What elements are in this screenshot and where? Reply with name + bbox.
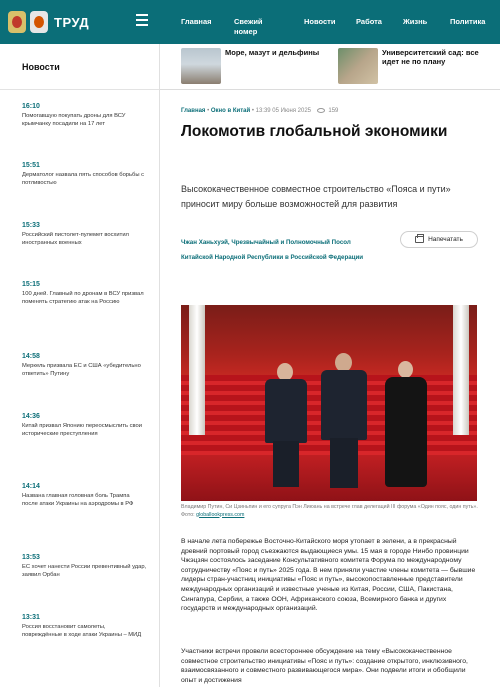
nav-fresh-issue[interactable]: Свежий номер — [234, 17, 263, 36]
photo-column — [453, 305, 469, 435]
teaser-thumbnail[interactable] — [338, 48, 378, 84]
teaser-item[interactable] — [181, 48, 337, 86]
top-bar — [0, 0, 500, 44]
news-headline[interactable]: 100 дней. Главный по дронам в ВСУ призвал поменять стратегию атак на Россию — [22, 291, 144, 305]
news-headline[interactable]: Китай призвал Японию переосмыслить свои исторические преступления — [22, 423, 142, 437]
article-datetime: 13:39 05 Июня 2025 — [255, 108, 312, 115]
emblem-icon — [8, 11, 26, 33]
news-item[interactable] — [22, 613, 147, 639]
article-paragraph: Участники встречи провели всестороннее обсуждение на тему «Высококачественное совместное строительство инициативы «Пояс и путь»: создание открытого, инклюзивного, взаимосвязанного и совместного развивающегося мира». Они подвели итоги и обобщили опыт и достижения — [181, 648, 468, 684]
news-time: 14:58 — [22, 353, 40, 360]
nav-politics[interactable]: Политика — [450, 17, 486, 26]
news-time: 15:15 — [22, 281, 40, 288]
printer-icon — [415, 236, 424, 243]
news-item[interactable] — [22, 102, 147, 128]
main-nav — [178, 17, 498, 43]
news-time: 16:10 — [22, 103, 40, 110]
nav-news[interactable]: Новости — [304, 17, 336, 26]
article-photo[interactable] — [181, 305, 477, 501]
article-title: Локомотив глобальной экономики — [181, 123, 448, 140]
photo-floor — [181, 455, 477, 501]
teaser-title[interactable]: Университетский сад: все идет не по плану — [382, 48, 479, 66]
article-paragraph: В начале лета побережье Восточно-Китайского моря утопает в зелени, а в прекрасный древний портовый город съезжаются выдающиеся умы. 15 мая в городе Нинбо провинции Чжэцзян состоялось заседание Консультативного комитета Форума по международному сотрудничеству «Пояс и путь» 2025 года. В нем приняли участие члены комитета — бывшие лидеры стран-участниц инициативы «Пояс и путь», высокопоставленные представители международных организаций и известные ученые из Китая, России, США, Пакистана, Сингапура, Сербии, а также ООН, Африканского союза, Всемирного банка и других государств и международных организаций. — [181, 538, 476, 613]
news-time: 13:31 — [22, 614, 40, 621]
site-logo[interactable] — [8, 9, 128, 35]
article-author[interactable]: Чжан Ханьхуэй, Чрезвычайный и Полномочный Посол Китайской Народной Республики в Российской Федерации — [181, 239, 364, 261]
news-time: 15:33 — [22, 222, 40, 229]
news-headline[interactable]: Дерматолог назвала пять способов борьбы с потливостью — [22, 172, 145, 186]
caption-source-link[interactable]: globallookpress.com — [196, 511, 245, 518]
teaser-title[interactable]: Море, мазут и дельфины — [225, 48, 320, 57]
caption-text: Владимир Путин, Си Цзиньпин и его супруга Пэн Лиюань на встрече глав делегаций III форума «Один пояс, один путь». Фото: — [181, 504, 478, 518]
breadcrumb-section[interactable]: Окно в Китай — [210, 108, 251, 115]
hamburger-menu-icon[interactable] — [136, 14, 148, 26]
news-item[interactable] — [22, 553, 147, 579]
teaser-item[interactable] — [338, 48, 494, 86]
sidebar-title: Новости — [0, 44, 159, 90]
news-item[interactable] — [22, 352, 147, 378]
news-time: 14:14 — [22, 483, 40, 490]
breadcrumb-main[interactable]: Главная — [181, 108, 206, 115]
news-time: 13:53 — [22, 554, 40, 561]
news-headline[interactable]: Меркель призвала ЕС и США «убедительно ответить» Путину — [22, 363, 141, 377]
photo-caption — [181, 504, 481, 519]
eye-icon — [317, 108, 325, 113]
news-item[interactable] — [22, 482, 147, 508]
print-button[interactable] — [400, 231, 478, 248]
breadcrumb: Главная • Окно в Китай • 13:39 05 Июня 2025 159 — [181, 108, 339, 115]
nav-main[interactable]: Главная — [181, 17, 212, 26]
order-icon — [30, 11, 48, 33]
nav-work[interactable]: Работа — [356, 17, 382, 26]
logo-text: ТРУД — [54, 14, 90, 30]
news-item[interactable] — [22, 412, 147, 438]
news-time: 15:51 — [22, 162, 40, 169]
photo-background — [181, 305, 477, 375]
teaser-thumbnail[interactable] — [181, 48, 221, 84]
article-lead: Высококачественное совместное строительство «Пояса и пути» приносит миру больше возможностей для развития — [181, 184, 451, 209]
news-item[interactable] — [22, 280, 147, 306]
news-headline[interactable]: Помогавшую покупать дроны для ВСУ крымчанку посадили на 17 лет — [22, 113, 126, 127]
news-sidebar — [0, 44, 160, 687]
news-headline[interactable]: Россия восстановит самолеты, повреждённые в ходе атаки Украины – МИД — [22, 624, 142, 638]
nav-life[interactable]: Жизнь — [403, 17, 428, 26]
view-count: 159 — [328, 108, 339, 115]
print-button-label: Напечатать — [428, 236, 463, 243]
news-item[interactable] — [22, 161, 147, 187]
news-headline[interactable]: ЕС хочет нанести России превентивный удар, заявил Орбан — [22, 564, 147, 578]
news-time: 14:36 — [22, 413, 40, 420]
news-item[interactable] — [22, 221, 147, 247]
news-headline[interactable]: Названа главная головная боль Трампа после атаки Украины на аэродромы в РФ — [22, 493, 134, 507]
news-headline[interactable]: Российский пистолет-пулемет восхитил иностранных военных — [22, 232, 129, 246]
photo-column — [189, 305, 205, 435]
teaser-strip — [160, 44, 500, 90]
article — [160, 90, 500, 687]
